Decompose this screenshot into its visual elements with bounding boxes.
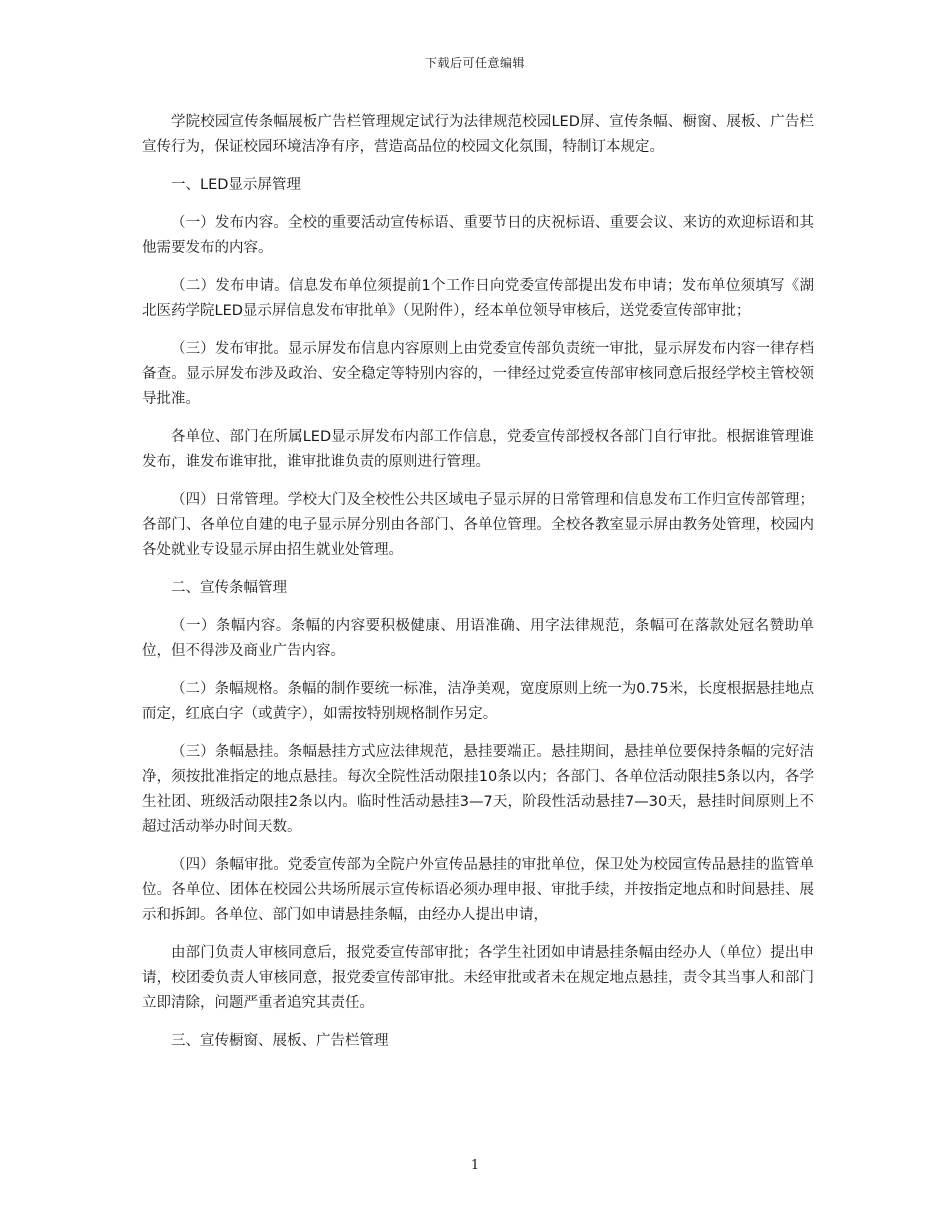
- body-paragraph: （四）日常管理。学校大门及全校性公共区域电子显示屏的日常管理和信息发布工作归宣传部管理；各部门、各单位自建的电子显示屏分别由各部门、各单位管理。全校各教室显示屏由教务处管理，校园内各处就业专设显示屏由招生就业处管理。: [142, 492, 814, 558]
- body-paragraph: （一）发布内容。全校的重要活动宣传标语、重要节日的庆祝标语、重要会议、来访的欢迎标语和其他需要发布的内容。: [142, 215, 814, 256]
- section-heading: 三、宣传橱窗、展板、广告栏管理: [171, 1033, 389, 1049]
- body-paragraph: （三）发布审批。显示屏发布信息内容原则上由党委宣传部负责统一审批，显示屏发布内容一律存档备查。显示屏发布涉及政治、安全稳定等特别内容的，一律经过党委宣传部审核同意后报经学校主管校领导批准。: [142, 341, 814, 407]
- body-paragraph: （四）条幅审批。党委宣传部为全院户外宣传品悬挂的审批单位，保卫处为校园宣传品悬挂的监管单位。各单位、团体在校园公共场所展示宣传标语必须办理申报、审批手续，并按指定地点和时间悬挂、展示和拆卸。各单位、部门如申请悬挂条幅，由经办人提出申请，: [142, 857, 814, 923]
- body-paragraph: （一）条幅内容。条幅的内容要积极健康、用语准确、用字法律规范，条幅可在落款处冠名赞助单位，但不得涉及商业广告内容。: [142, 618, 814, 659]
- document-body: [142, 110, 814, 1067]
- section-heading: 一、LED显示屏管理: [171, 177, 301, 193]
- body-paragraph: （三）条幅悬挂。条幅悬挂方式应法律规范，悬挂要端正。悬挂期间，悬挂单位要保持条幅的完好洁净，须按批准指定的地点悬挂。每次全院性活动限挂10条以内；各部门、各单位活动限挂5条以内，各学生社团、班级活动限挂2条以内。临时性活动悬挂3—7天，阶段性活动悬挂7—30天，悬挂时间原则上不超过活动举办时间天数。: [142, 744, 814, 835]
- page-number: 1: [470, 1158, 480, 1173]
- body-paragraph: （二）发布申请。信息发布单位须提前1个工作日向党委宣传部提出发布申请；发布单位须填写《湖北医药学院LED显示屏信息发布审批单》（见附件），经本单位领导审核后，送党委宣传部审批；: [142, 278, 814, 319]
- page-header: 下载后可任意编辑: [424, 56, 525, 70]
- body-paragraph: 各单位、部门在所属LED显示屏发布内部工作信息，党委宣传部授权各部门自行审批。根据谁管理谁发布，谁发布谁审批，谁审批谁负责的原则进行管理。: [142, 429, 814, 470]
- body-paragraph: 由部门负责人审核同意后，报党委宣传部审批；各学生社团如申请悬挂条幅由经办人（单位）提出申请，校团委负责人审核同意，报党委宣传部审批。未经审批或者未在规定地点悬挂，责令其当事人和部门立即清除，问题严重者追究其责任。: [142, 945, 814, 1011]
- intro-paragraph: 学院校园宣传条幅展板广告栏管理规定试行为法律规范校园LED屏、宣传条幅、橱窗、展板、广告栏宣传行为，保证校园环境洁净有序，营造高品位的校园文化氛围，特制订本规定。: [142, 114, 814, 155]
- section-heading: 二、宣传条幅管理: [171, 580, 287, 596]
- body-paragraph: （二）条幅规格。条幅的制作要统一标准，洁净美观，宽度原则上统一为0.75米，长度根据悬挂地点而定，红底白字（或黄字），如需按特别规格制作另定。: [142, 681, 814, 722]
